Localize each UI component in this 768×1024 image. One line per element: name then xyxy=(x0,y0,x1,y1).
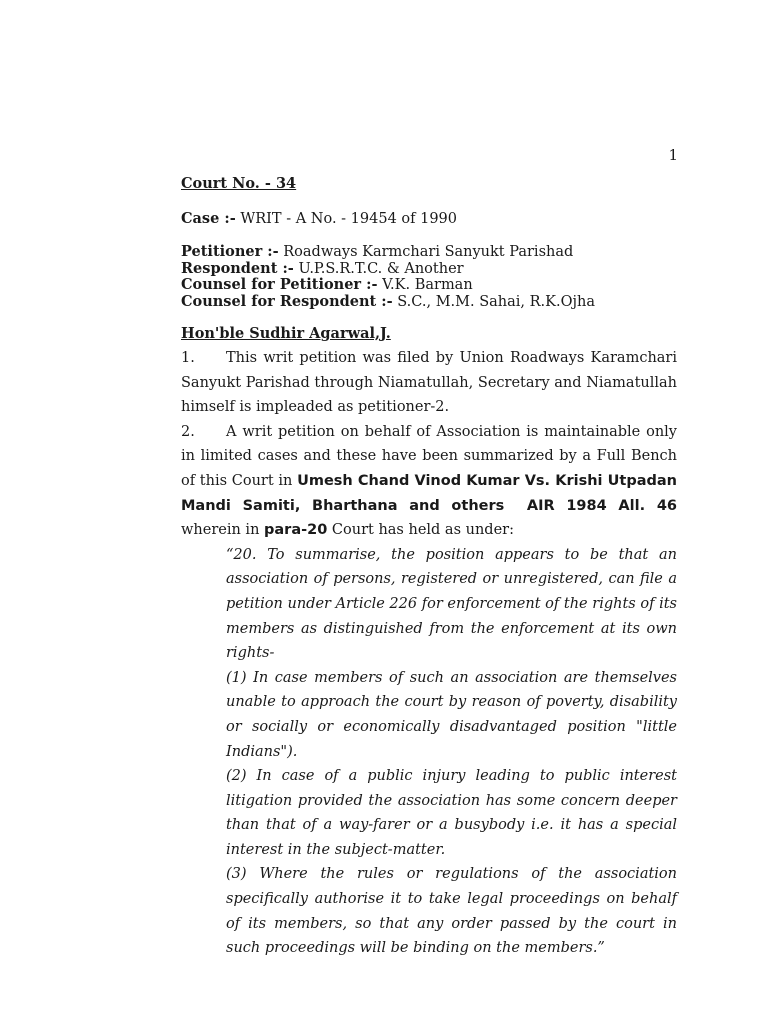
petitioner-row xyxy=(181,244,677,261)
parties-block xyxy=(181,244,677,310)
respondent-row xyxy=(181,261,677,278)
petitioner-value: Roadways Karmchari Sanyukt Parishad xyxy=(283,244,574,260)
paragraph-1-text: This writ petition was filed by Union Roadways Karamchari Sanyukt Parishad through Niamatullah, Secretary and Niamatullah himself is impleaded as petitioner-2. xyxy=(181,350,677,416)
quote-paragraph: (3) Where the rules or regulations of the association specifically authorise it to take legal proceedings on behalf of its members, so that any order passed by the court in such proceedings will be binding on the members.” xyxy=(226,866,677,957)
cited-paragraph: para-20 xyxy=(264,522,328,539)
paragraph-2-number: 2. xyxy=(181,423,195,440)
paragraph-2-text-b: wherein in xyxy=(181,522,265,539)
paragraph-1-number: 1. xyxy=(181,350,195,366)
quote-paragraph: (1) In case members of such an association are themselves unable to approach the court by reason of poverty, disability or socially or economically disadvantaged position "little Indians"). xyxy=(226,669,677,760)
cited-case-name: Umesh Chand Vinod Kumar Vs. Krishi Utpadan Mandi Samiti, Bharthana and others xyxy=(181,472,677,514)
block-quote xyxy=(226,543,677,961)
counsel-respondent-value: S.C., M.M. Sahai, R.K.Ojha xyxy=(397,293,595,310)
counsel-petitioner-value: V.K. Barman xyxy=(382,277,473,293)
page-number: 1 xyxy=(668,146,678,164)
respondent-label: Respondent :- xyxy=(181,259,294,277)
case-label: Case :- xyxy=(181,210,236,227)
court-number: Court No. - 34 xyxy=(181,175,297,192)
counsel-respondent-row xyxy=(181,294,677,311)
petitioner-label: Petitioner :- xyxy=(181,243,279,260)
quote-paragraph: “20. To summarise, the position appears to be that an association of persons, registered or unregistered, can file a petition under Article 226 for enforcement of the rights of its members as distinguished from the enforcement at its own rights- xyxy=(226,546,677,662)
paragraph-2 xyxy=(181,420,677,543)
paragraph-2-text-a: A writ petition on behalf of Association is maintainable only in limited cases and these have been summarized by a Full Bench of this Court in xyxy=(181,423,677,489)
respondent-value: U.P.S.R.T.C. & Another xyxy=(298,260,464,277)
paragraph-2-text-c: Court has held as under: xyxy=(327,522,514,539)
quote-paragraph: (2) In case of a public injury leading to public interest litigation provided the association has some concern deeper than that of a way-farer or a busybody i.e. it has a special interest in the subject-matter. xyxy=(226,768,677,858)
paragraph-1 xyxy=(181,346,677,420)
counsel-respondent-label: Counsel for Respondent :- xyxy=(181,292,393,310)
cited-citation: AIR 1984 All. 46 xyxy=(526,497,677,514)
counsel-petitioner-label: Counsel for Petitioner :- xyxy=(181,276,378,293)
case-line xyxy=(181,209,677,229)
counsel-petitioner-row xyxy=(181,277,677,294)
judge-name: Hon'ble Sudhir Agarwal,J. xyxy=(181,325,391,342)
case-value: WRIT - A No. - 19454 of 1990 xyxy=(240,211,458,227)
judgment-body xyxy=(181,174,677,961)
